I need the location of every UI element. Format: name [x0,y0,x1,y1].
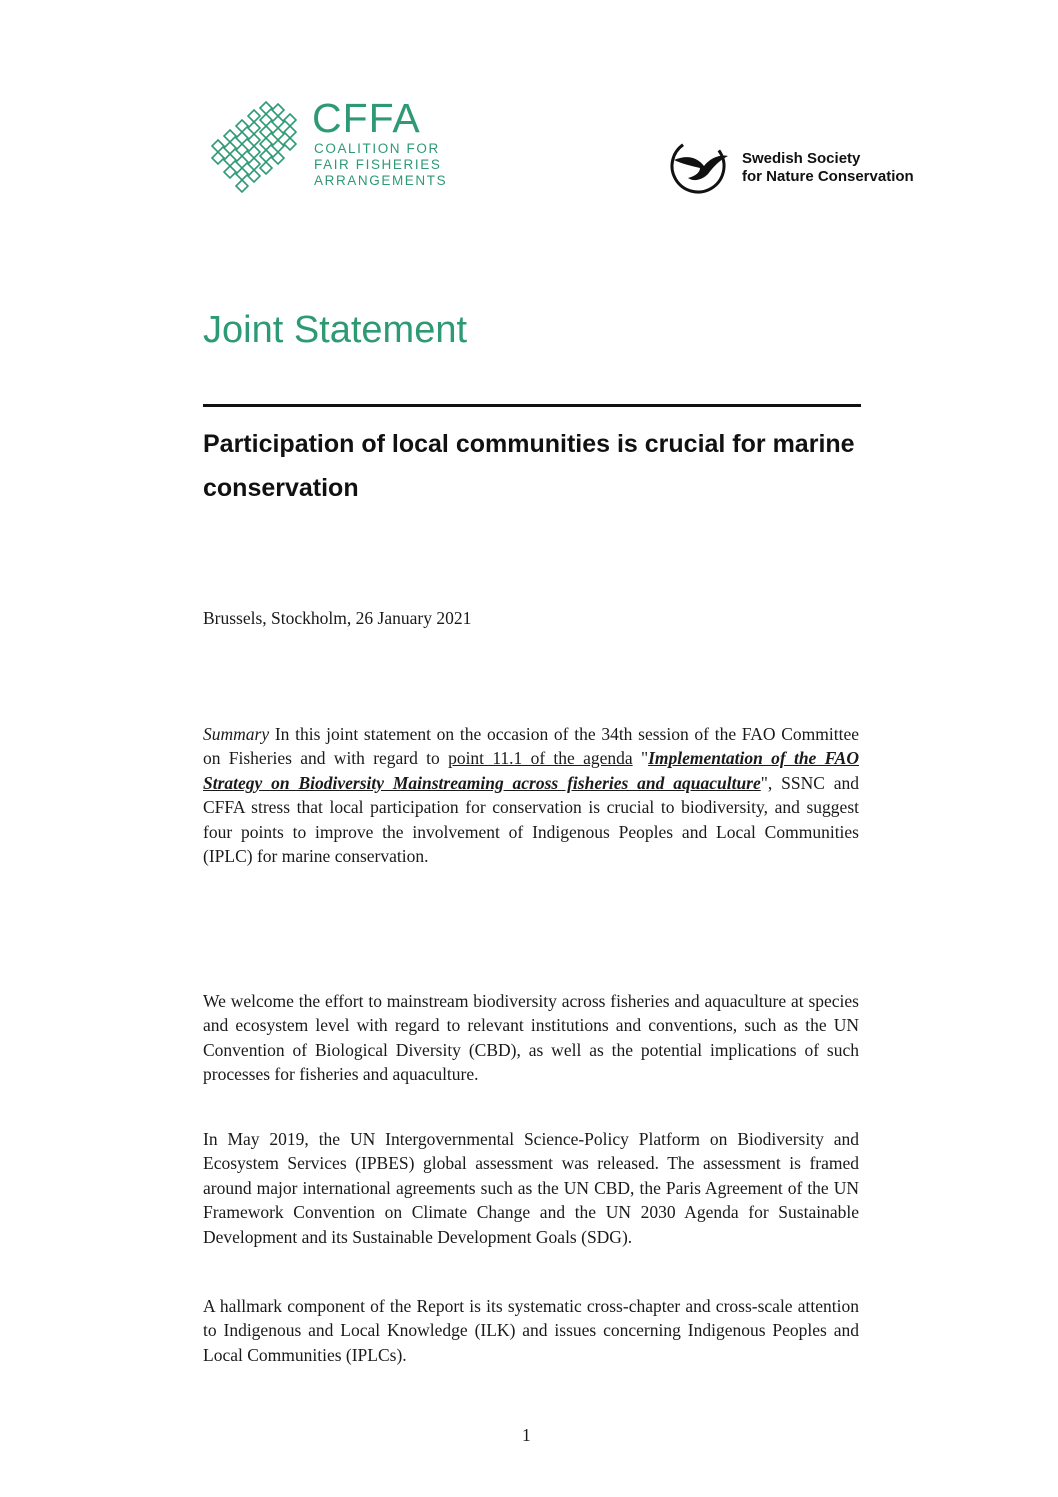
cffa-logo-line-3: ARRANGEMENTS [314,173,448,188]
fishing-net-icon [206,96,306,196]
body-paragraph-2: In May 2019, the UN Intergovernmental Science-Policy Platform on Biodiversity and Ecosystem Services (IPBES) global assessment was released. The assessment is framed around major international agreements such as the UN CBD, the Paris Agreement of the UN Framework Convention on Climate Change and the UN 2030 Agenda for Sustainable Development and its Sustainable Development Goals (SDG). [203,1129,859,1247]
ssnc-logo [668,136,938,196]
ssnc-logo-line-1: Swedish Society [742,150,861,167]
document-subtitle: Participation of local communities is crucial for marine conservation [203,430,855,502]
title-divider [203,404,861,407]
summary-paragraph [203,722,859,868]
summary-text-1: In this joint statement on the occasion of the 34th session of the FAO Committee on Fisheries and with regard to [203,724,859,769]
cffa-logo-name: CFFA [312,95,421,141]
bird-circle-icon [668,136,730,196]
summary-quote-open: " [632,748,649,769]
agenda-title-link[interactable]: Implementation of the FAO Strategy on Biodiversity Mainstreaming across fisheries and aquaculture [203,748,859,793]
body-paragraph-1: We welcome the effort to mainstream biodiversity across fisheries and aquaculture at species and ecosystem level with regard to relevant institutions and conventions, such as the UN Convention of Biological Diversity (CBD), as well as the potential implications of such processes for fisheries and aquaculture. [203,991,859,1085]
cffa-logo [206,96,466,196]
agenda-point-link[interactable]: point 11.1 of the agenda [448,748,633,769]
cffa-logo-line-1: COALITION FOR [314,141,440,156]
ssnc-logo-line-2: for Nature Conservation [742,168,914,185]
dateline: Brussels, Stockholm, 26 January 2021 [203,608,472,628]
body-paragraph-3: A hallmark component of the Report is its systematic cross-chapter and cross-scale attention to Indigenous and Local Knowledge (ILK) and issues concerning Indigenous Peoples and Local Communities (IPLCs). [203,1296,859,1365]
page-number: 1 [522,1425,531,1445]
document-title: Joint Statement [203,309,468,351]
summary-lead: Summary [203,724,270,744]
cffa-logo-line-2: FAIR FISHERIES [314,157,442,172]
summary-text-2: ", SSNC and CFFA stress that local participation for conservation is crucial to biodiversity, and suggest four points to improve the involvement of Indigenous Peoples and Local Communities (IPLC) for marine conservation. [203,772,860,867]
